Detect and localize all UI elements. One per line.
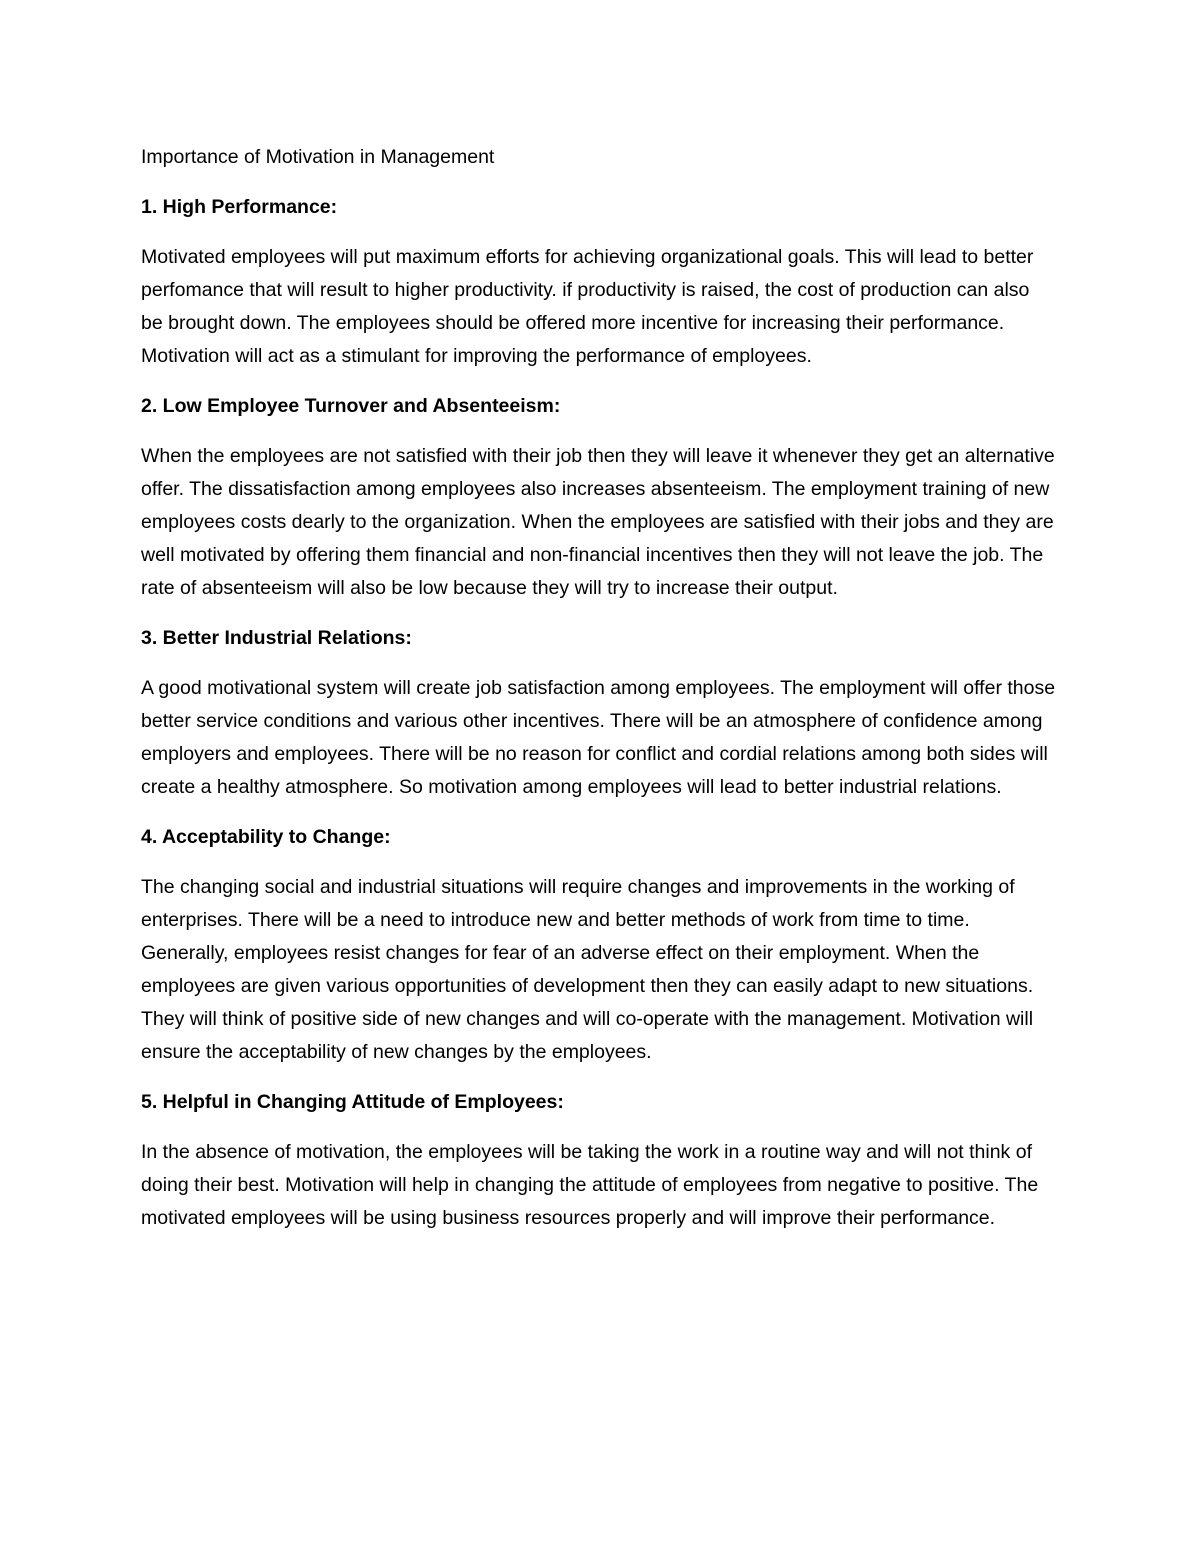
section-heading: 1. High Performance:: [141, 196, 338, 218]
section-low-turnover: [141, 390, 1056, 605]
section-acceptability-change: [141, 821, 1056, 1069]
section-heading: 3. Better Industrial Relations:: [141, 627, 412, 649]
section-heading: 5. Helpful in Changing Attitude of Employees:: [141, 1091, 564, 1113]
section-body: In the absence of motivation, the employees will be taking the work in a routine way and will not think of doing their best. Motivation will help in changing the attitude of employees from negative to positive. The motivated employees will be using business resources properly and will improve their performance.: [141, 1141, 1039, 1229]
section-heading: 2. Low Employee Turnover and Absenteeism:: [141, 395, 561, 417]
section-body: A good motivational system will create job satisfaction among employees. The employment will offer those better service conditions and various other incentives. There will be an atmosphere of confidence among employers and employees. There will be no reason for conflict and cordial relations among both sides will create a healthy atmosphere. So motivation among employees will lead to better industrial relations.: [141, 677, 1056, 798]
section-heading: 4. Acceptability to Change:: [141, 826, 391, 848]
section-high-performance: [141, 191, 1056, 373]
section-industrial-relations: [141, 622, 1056, 804]
document-content: [141, 141, 1056, 1252]
section-body: Motivated employees will put maximum efforts for achieving organizational goals. This will lead to better perfomance that will result to higher productivity. if productivity is raised, the cost of production can also be brought down. The employees should be offered more incentive for increasing their performance. Motivation will act as a stimulant for improving the performance of employees.: [141, 246, 1034, 367]
document-title: Importance of Motivation in Management: [141, 146, 495, 168]
section-body: The changing social and industrial situations will require changes and improvements in the working of enterprises. There will be a need to introduce new and better methods of work from time to time. Generally, employees resist changes for fear of an adverse effect on their employment. When the employees are given various opportunities of development then they can easily adapt to new situations. They will think of positive side of new changes and will co-operate with the management. Motivation will ensure the acceptability of new changes by the employees.: [141, 876, 1034, 1063]
section-body: When the employees are not satisfied with their job then they will leave it whenever they get an alternative offer. The dissatisfaction among employees also increases absenteeism. The employment training of new employees costs dearly to the organization. When the employees are satisfied with their jobs and they are well motivated by offering them financial and non-financial incentives then they will not leave the job. The rate of absenteeism will also be low because they will try to increase their output.: [141, 445, 1055, 599]
section-changing-attitude: [141, 1086, 1056, 1235]
